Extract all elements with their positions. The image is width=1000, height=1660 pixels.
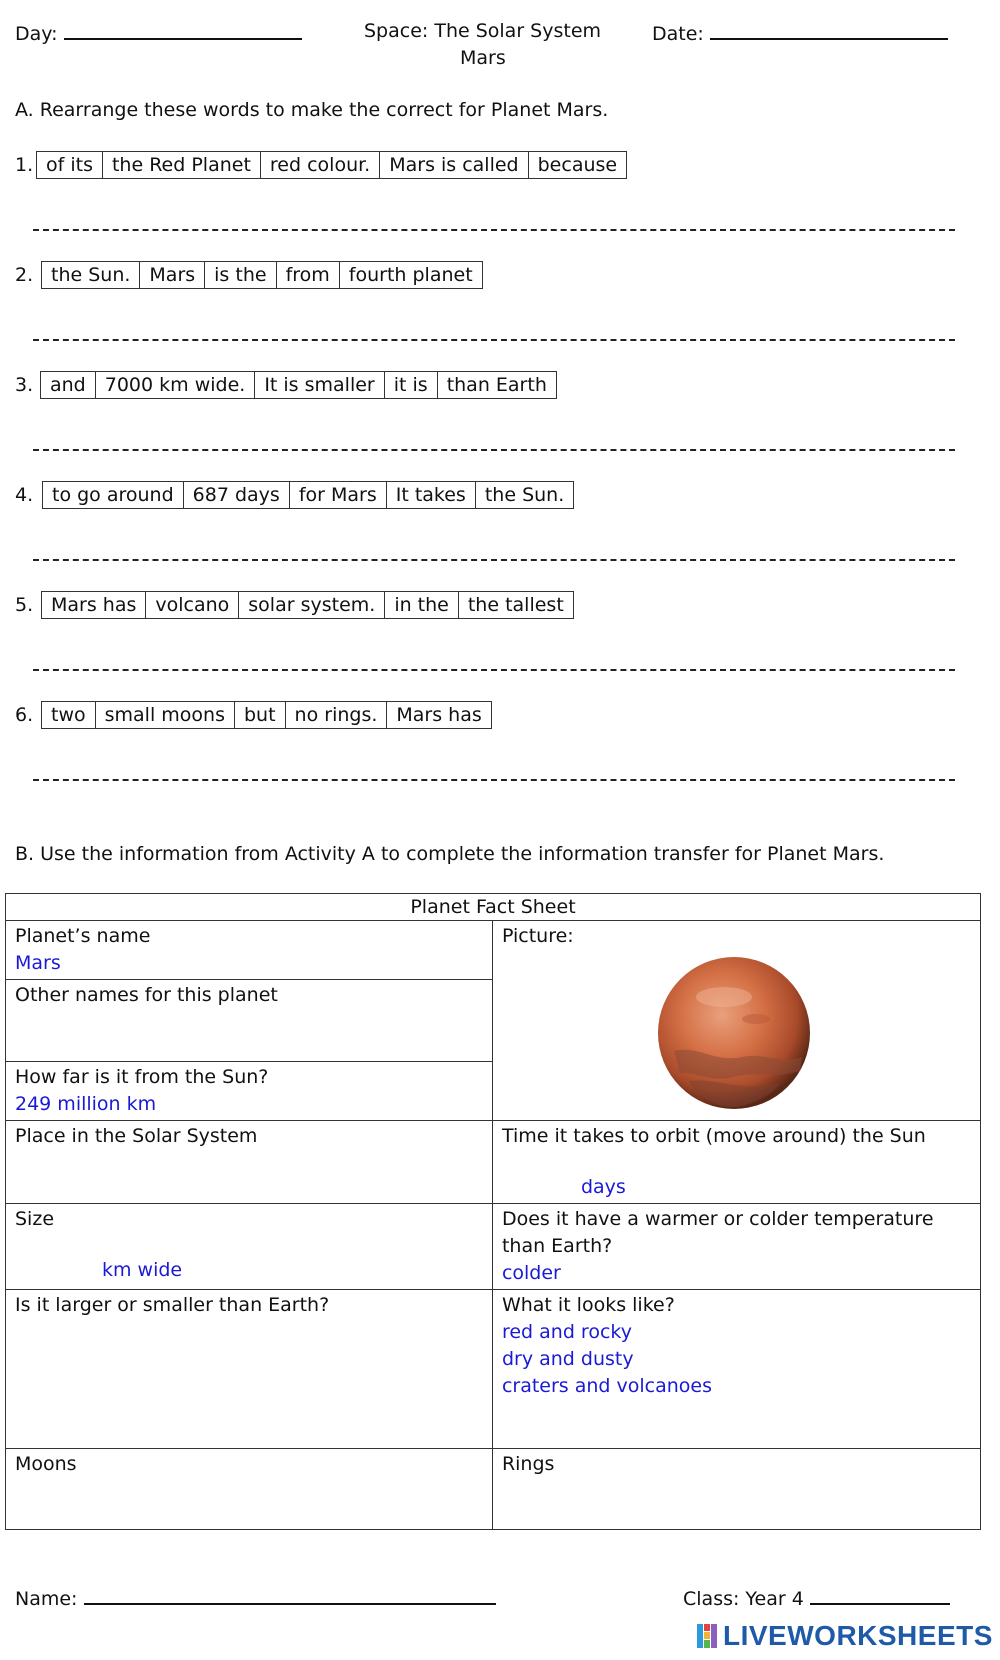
distance-value[interactable]: 249 million km	[15, 1093, 157, 1115]
word-tile[interactable]: the Red Planet	[103, 152, 261, 178]
word-tile[interactable]: two	[42, 702, 96, 728]
day-field	[15, 20, 302, 45]
word-tile[interactable]: 687 days	[184, 482, 290, 508]
looks-value[interactable]: red and rocky	[501, 1321, 632, 1343]
word-tile[interactable]: the tallest	[467, 594, 564, 616]
word-tile[interactable]: Mars has	[42, 592, 146, 618]
liveworksheets-logo-icon	[697, 1622, 719, 1650]
word-tile[interactable]: Mars	[140, 262, 205, 288]
size-unit[interactable]: km wide	[102, 1259, 183, 1281]
section-b-instruction: B. Use the information from Activity A to complete the information transfer for Planet Mars.	[15, 843, 885, 865]
looks-cell	[492, 1290, 980, 1449]
word-tile[interactable]: and	[41, 372, 96, 398]
planet-name-cell	[6, 921, 493, 980]
answer-line[interactable]	[33, 229, 955, 231]
word-tile[interactable]: the Sun.	[484, 484, 565, 506]
orbit-unit[interactable]: days	[580, 1176, 626, 1198]
planet-name-label: Planet’s name	[15, 925, 151, 947]
question-number: 5.	[15, 594, 34, 616]
picture-cell	[492, 921, 980, 1121]
other-names-label: Other names for this planet	[15, 984, 278, 1006]
word-group	[40, 371, 557, 399]
word-tile[interactable]: because	[537, 154, 618, 176]
word-tile[interactable]: fourth planet	[348, 264, 473, 286]
question-number: 4.	[15, 484, 34, 506]
place-cell	[6, 1121, 493, 1204]
size-cell	[6, 1204, 493, 1290]
name-label: Name:	[15, 1588, 78, 1610]
liveworksheets-logo-text: LIVEWORKSHEETS	[723, 1620, 993, 1651]
date-field	[652, 20, 948, 45]
word-tile[interactable]: 7000 km wide.	[96, 372, 256, 398]
planet-name-value[interactable]: Mars	[15, 952, 61, 974]
size-label: Size	[15, 1208, 55, 1230]
class-blank[interactable]	[810, 1585, 950, 1605]
question-number: 1.	[15, 154, 34, 176]
distance-label: How far is it from the Sun?	[15, 1066, 269, 1088]
word-group	[41, 591, 574, 619]
looks-value[interactable]: dry and dusty	[501, 1348, 634, 1370]
word-group	[36, 151, 627, 179]
picture-label: Picture:	[501, 925, 574, 947]
answer-line[interactable]	[33, 669, 955, 671]
liveworksheets-logo	[697, 1620, 993, 1652]
day-blank[interactable]	[64, 20, 302, 40]
word-tile[interactable]: than Earth	[446, 374, 547, 396]
word-tile[interactable]: from	[277, 262, 340, 288]
word-group	[42, 481, 574, 509]
word-tile[interactable]: red colour.	[261, 152, 380, 178]
temperature-cell	[492, 1204, 980, 1290]
word-tile[interactable]: solar system.	[239, 592, 385, 618]
word-tile[interactable]: the Sun.	[42, 262, 140, 288]
fact-sheet-table	[5, 893, 981, 1530]
class-label: Class: Year 4	[683, 1588, 804, 1610]
larger-smaller-label: Is it larger or smaller than Earth?	[15, 1294, 330, 1316]
place-label: Place in the Solar System	[15, 1125, 258, 1147]
distance-cell	[6, 1062, 493, 1121]
class-field	[683, 1585, 950, 1610]
answer-line[interactable]	[33, 559, 955, 561]
word-group	[41, 701, 492, 729]
temperature-label: Does it have a warmer or colder temperature than Earth?	[501, 1208, 934, 1257]
word-tile[interactable]: it is	[385, 372, 438, 398]
word-tile[interactable]: but	[235, 702, 286, 728]
rings-label: Rings	[501, 1453, 555, 1475]
orbit-label: Time it takes to orbit (move around) the Sun	[501, 1125, 926, 1147]
day-label: Day:	[15, 23, 58, 45]
word-tile[interactable]: Mars is called	[380, 152, 528, 178]
question-number: 6.	[15, 704, 34, 726]
answer-line[interactable]	[33, 339, 955, 341]
word-tile[interactable]: Mars has	[396, 704, 482, 726]
moons-label: Moons	[15, 1453, 77, 1475]
larger-smaller-cell	[6, 1290, 493, 1449]
word-tile[interactable]: It is smaller	[255, 372, 384, 398]
other-names-cell	[6, 980, 493, 1062]
word-tile[interactable]: volcano	[146, 592, 239, 618]
orbit-cell	[492, 1121, 980, 1204]
word-tile[interactable]: It takes	[387, 482, 476, 508]
word-tile[interactable]: of its	[37, 152, 103, 178]
looks-label: What it looks like?	[501, 1294, 675, 1316]
answer-line[interactable]	[33, 449, 955, 451]
mars-planet-image	[654, 953, 814, 1113]
word-group	[41, 261, 483, 289]
date-label: Date:	[652, 23, 704, 45]
page-subtitle: Mars	[460, 47, 506, 69]
answer-line[interactable]	[33, 779, 955, 781]
name-blank[interactable]	[84, 1585, 496, 1605]
fact-sheet-title: Planet Fact Sheet	[6, 894, 981, 921]
section-a-instruction: A. Rearrange these words to make the correct for Planet Mars.	[15, 99, 609, 121]
date-blank[interactable]	[710, 20, 948, 40]
word-tile[interactable]: small moons	[96, 702, 235, 728]
question-number: 2.	[15, 264, 34, 286]
temperature-value[interactable]: colder	[501, 1262, 561, 1284]
moons-cell	[6, 1449, 493, 1530]
looks-value[interactable]: craters and volcanoes	[501, 1375, 713, 1397]
word-tile[interactable]: in the	[385, 592, 459, 618]
rings-cell	[492, 1449, 980, 1530]
word-tile[interactable]: no rings.	[286, 702, 388, 728]
word-tile[interactable]: is the	[205, 262, 276, 288]
word-tile[interactable]: for Mars	[290, 482, 387, 508]
name-field	[15, 1585, 496, 1610]
word-tile[interactable]: to go around	[43, 482, 184, 508]
page-title: Space: The Solar System	[364, 20, 602, 42]
question-number: 3.	[15, 374, 34, 396]
